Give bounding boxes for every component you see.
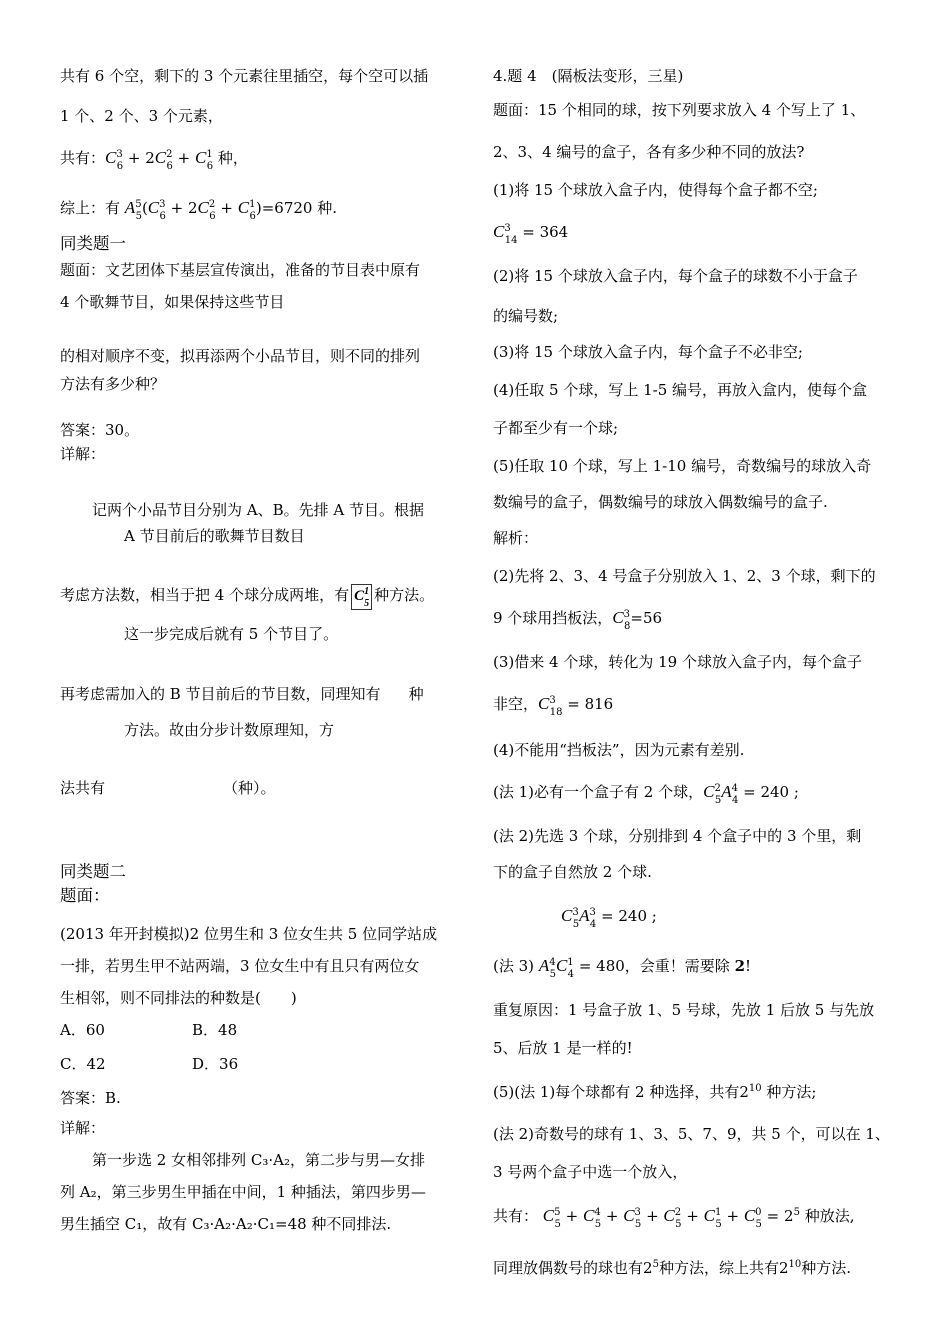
formula-line: (法 1)必有一个盒子有 2 个球，$C^2_5A^4_4 = 240$ ; [493,782,799,806]
text-line: 下的盒子自然放 2 个球. [493,863,652,881]
formula-line: 9 个球用挡板法，$C^3_8=56$ [493,608,663,632]
problem-title: 4.题 4 (隔板法变形，三星) [493,67,684,85]
text-line: 解析： [493,529,539,547]
text-line: (5)任取 10 个球，写上 1-10 编号，奇数编号的球放入奇 [493,457,872,475]
formula-line: $C^3_{14} = 364$ [493,222,569,246]
section-heading: 同类题二 [60,862,126,881]
formula-box: $C^1_5$ [351,584,372,610]
text-line: (2)先将 2、3、4 号盒子分别放入 1、2、3 个球，剩下的 [493,567,876,585]
text-line: 题面：文艺团体下基层宣传演出，准备的节目表中原有 [60,261,421,279]
text-line: 方法有多少种？ [60,375,166,393]
text-line: (5)(法 1)每个球都有 2 种选择，共有$2^{10}$ 种方法; [493,1083,817,1101]
formula-line: 共有： $C^5_5 + C^4_5 + C^3_5 + C^2_5 + C^1_5 + C^0_5 = 2^5$ 种放法, [493,1206,855,1230]
text-line: 一排，若男生甲不站两端，3 位女生中有且只有两位女 [60,957,420,975]
answer-line: 答案：30。 [60,421,140,439]
text-line: 2、3、4 编号的盒子，各有多少种不同的放法? [493,143,805,161]
text-line: 同理放偶数号的球也有$2^5$种方法，综上共有$2^{10}$种方法. [493,1259,852,1277]
formula-line: 综上：有 $A^5_5(C^3_6 + 2C^2_6 + C^1_6)=6720$ 种. [60,198,337,222]
text-line: 法共有 （种）。 [60,779,276,797]
answer-line: 答案：B. [60,1089,121,1107]
text-line: 子都至少有一个球; [493,419,619,437]
formula-line: 非空，$C^3_{18} = 816$ [493,694,614,718]
text-line: 的相对顺序不变，拟再添两个小品节目，则不同的排列 [60,347,421,365]
text-line: 题面：15 个相同的球，按下列要求放入 4 个写上了 1、 [493,101,866,119]
text-line: 1 个、2 个、3 个元素， [60,107,223,125]
text-line: 记两个小品节目分别为 A、B。先排 A 节目。根据 [92,501,424,519]
text-line: 4 个歌舞节目，如果保持这些节目 [60,293,285,311]
option-d: D．36 [192,1055,239,1073]
formula-line: 共有：$C^3_6 + 2C^2_6 + C^1_6$ 种， [60,148,248,172]
text-line: 数编号的盒子，偶数编号的球放入偶数编号的盒子. [493,493,828,511]
text-line: (3)借来 4 个球，转化为 19 个球放入盒子内，每个盒子 [493,653,862,671]
formula-line: $C^3_5A^3_4 = 240$ ; [561,906,657,930]
text-line: (2013 年开封模拟)2 位男生和 3 位女生共 5 位同学站成 [60,925,438,943]
section-heading: 同类题一 [60,234,126,253]
text-line: 方法。故由分步计数原理知，方 [124,721,335,739]
text-line: 3 号两个盒子中选一个放入， [493,1163,688,1181]
text-line: 生相邻，则不同排法的种数是( ) [60,989,297,1007]
text-line: 这一步完成后就有 5 个节目了。 [124,625,339,643]
text-line: 共有 6 个空，剩下的 3 个元素往里插空，每个空可以插 [60,67,429,85]
text-line: (2)将 15 个球放入盒子内，每个盒子的球数不小于盒子 [493,267,858,285]
text-line: 详解： [60,445,106,463]
text-line: 再考虑需加入的 B 节目前后的节目数，同理知有 种 [60,685,424,703]
text-line: (4)不能用“挡板法”，因为元素有差别. [493,741,745,759]
option-b: B．48 [192,1021,238,1039]
option-a: A．60 [60,1021,105,1039]
text-line: 男生插空 C₁，故有 C₃·A₂·A₂·C₁=48 种不同排法. [60,1215,392,1233]
text-line: 的编号数; [493,307,559,325]
text-line: 考虑方法数，相当于把 4 个球分成两堆，有 $C^1_5$ 种方法。 [60,586,435,609]
option-c: C．42 [60,1055,106,1073]
text-line: 第一步选 2 女相邻排列 C₃·A₂，第二步与男—女排 [92,1151,425,1169]
text-line: (法 2)奇数号的球有 1、3、5、7、9，共 5 个，可以在 1、 [493,1125,890,1143]
text-line: (1)将 15 个球放入盒子内，使得每个盒子都不空; [493,181,818,199]
text-line: (4)任取 5 个球，写上 1-5 编号，再放入盒内，使每个盒 [493,381,868,399]
formula-line: (法 3) $A^4_5C^1_4 = 480$，会重！需要除 2! [493,956,752,980]
text-line: (法 2)先选 3 个球，分别排到 4 个盒子中的 3 个里，剩 [493,827,862,845]
text-line: A 节目前后的歌舞节目数目 [124,527,305,545]
text-line: 题面： [60,886,110,905]
text-line: 5、后放 1 是一样的! [493,1039,633,1057]
text-line: 列 A₂，第三步男生甲插在中间，1 种插法，第四步男— [60,1183,426,1201]
text-line: (3)将 15 个球放入盒子内，每个盒子不必非空; [493,343,803,361]
text-line: 详解： [60,1119,106,1137]
text-line: 重复原因：1 号盒子放 1、5 号球，先放 1 后放 5 与先放 [493,1001,875,1019]
